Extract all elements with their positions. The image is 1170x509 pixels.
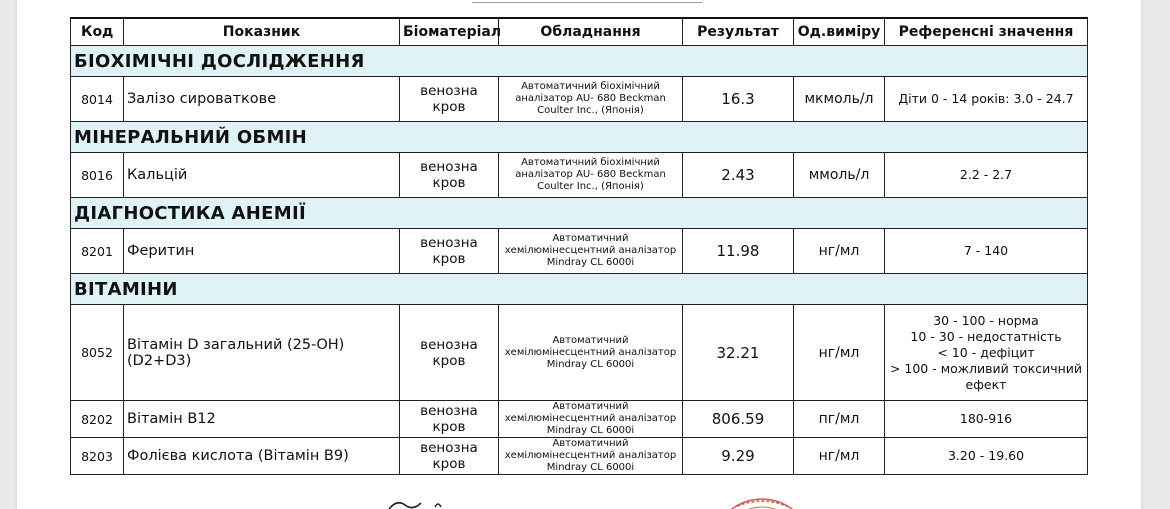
equipment-line: хемілюмінесцентний аналізатор [504, 245, 677, 256]
unit: мкмоль/л [794, 77, 885, 122]
reference-line: ефект [965, 376, 1007, 392]
table-row [71, 401, 1088, 438]
test-name: Фолієва кислота (Вітамін B9) [124, 438, 400, 475]
equipment [499, 153, 683, 198]
reference-values [885, 153, 1088, 198]
section-header-row [71, 46, 1088, 77]
lab-results-table [70, 17, 1088, 475]
table-body [71, 46, 1088, 475]
unit: пг/мл [794, 401, 885, 438]
reference-values [885, 401, 1088, 438]
stamp-seal [707, 494, 817, 509]
header-name: Показник [124, 18, 400, 46]
header-reference: Референсні значення [885, 18, 1088, 46]
equipment-line: Автоматичний [552, 438, 629, 449]
test-code: 8203 [71, 438, 124, 475]
equipment-line: аналізатор AU- 680 Beckman [515, 93, 666, 104]
reference-line: 180-916 [959, 411, 1013, 426]
section-title: МІНЕРАЛЬНИЙ ОБМІН [71, 122, 1088, 153]
result-value: 806.59 [683, 401, 794, 438]
biomaterial: венозна кров [400, 438, 499, 475]
equipment [499, 229, 683, 274]
reference-values [885, 438, 1088, 475]
equipment-line: Coulter Inc., (Японія) [537, 181, 644, 192]
biomaterial: венозна кров [400, 401, 499, 438]
result-value: 32.21 [683, 305, 794, 401]
biomaterial: венозна кров [400, 77, 499, 122]
test-name: Залізо сироваткове [124, 77, 400, 122]
test-code: 8014 [71, 77, 124, 122]
unit: нг/мл [794, 438, 885, 475]
table-header-row [71, 18, 1088, 46]
equipment-line: Mindray CL 6000i [546, 425, 635, 436]
equipment-line: Mindray CL 6000i [546, 358, 635, 370]
equipment-line: Автоматичний [552, 334, 629, 346]
header-unit: Од.виміру [794, 18, 885, 46]
unit: ммоль/л [794, 153, 885, 198]
reference-line: 2.2 - 2.7 [959, 167, 1013, 182]
table-row [71, 77, 1088, 122]
equipment-line: Автоматичний [552, 401, 629, 412]
biomaterial: венозна кров [400, 229, 499, 274]
header-code: Код [71, 18, 124, 46]
equipment [499, 305, 683, 401]
equipment-line: хемілюмінесцентний аналізатор [504, 413, 677, 424]
equipment-line: Автоматичний біохімічний [521, 157, 660, 168]
header-result: Результат [683, 18, 794, 46]
reference-line: 10 - 30 - недостатність [910, 328, 1062, 344]
equipment [499, 438, 683, 475]
equipment-line: Mindray CL 6000i [546, 257, 635, 268]
section-header-row [71, 198, 1088, 229]
previous-content-edge [472, 0, 702, 3]
reference-line: < 10 - дефіцит [937, 344, 1035, 360]
equipment [499, 401, 683, 438]
equipment-line: аналізатор AU- 680 Beckman [515, 169, 666, 180]
result-value: 16.3 [683, 77, 794, 122]
result-value: 9.29 [683, 438, 794, 475]
table-row [71, 153, 1088, 198]
reference-line: Діти 0 - 14 років: 3.0 - 24.7 [898, 91, 1074, 106]
reference-line: 30 - 100 - норма [933, 312, 1039, 328]
test-code: 8201 [71, 229, 124, 274]
section-title: БІОХІМІЧНІ ДОСЛІДЖЕННЯ [71, 46, 1088, 77]
equipment-line: Mindray CL 6000i [546, 462, 635, 473]
section-title: ВІТАМІНИ [71, 274, 1088, 305]
reference-values [885, 305, 1088, 401]
reference-line: > 100 - можливий токсичний [889, 360, 1083, 376]
test-name: Кальцій [124, 153, 400, 198]
biomaterial: венозна кров [400, 153, 499, 198]
section-title: ДІАГНОСТИКА АНЕМІЇ [71, 198, 1088, 229]
equipment [499, 77, 683, 122]
result-value: 11.98 [683, 229, 794, 274]
equipment-line: хемілюмінесцентний аналізатор [504, 450, 677, 461]
table-row [71, 229, 1088, 274]
section-header-row [71, 122, 1088, 153]
equipment-line: Автоматичний біохімічний [521, 81, 660, 92]
header-biomaterial: Біоматеріал [400, 18, 499, 46]
unit: нг/мл [794, 229, 885, 274]
biomaterial: венозна кров [400, 305, 499, 401]
reference-values [885, 229, 1088, 274]
table-row [71, 305, 1088, 401]
document-page [17, 0, 1141, 509]
equipment-line: Coulter Inc., (Японія) [537, 105, 644, 116]
test-code: 8202 [71, 401, 124, 438]
test-name: Феритин [124, 229, 400, 274]
section-header-row [71, 274, 1088, 305]
reference-line: 3.20 - 19.60 [947, 448, 1025, 463]
equipment-line: хемілюмінесцентний аналізатор [504, 346, 677, 358]
table-row [71, 438, 1088, 475]
test-name: Вітамін D загальний (25-OH)(D2+D3) [124, 305, 400, 401]
result-value: 2.43 [683, 153, 794, 198]
test-name: Вітамін B12 [124, 401, 400, 438]
equipment-line: Автоматичний [552, 233, 629, 244]
unit: нг/мл [794, 305, 885, 401]
reference-values [885, 77, 1088, 122]
signature-mark [387, 497, 447, 509]
test-code: 8016 [71, 153, 124, 198]
reference-line: 7 - 140 [963, 243, 1009, 258]
header-equipment: Обладнання [499, 18, 683, 46]
test-code: 8052 [71, 305, 124, 401]
